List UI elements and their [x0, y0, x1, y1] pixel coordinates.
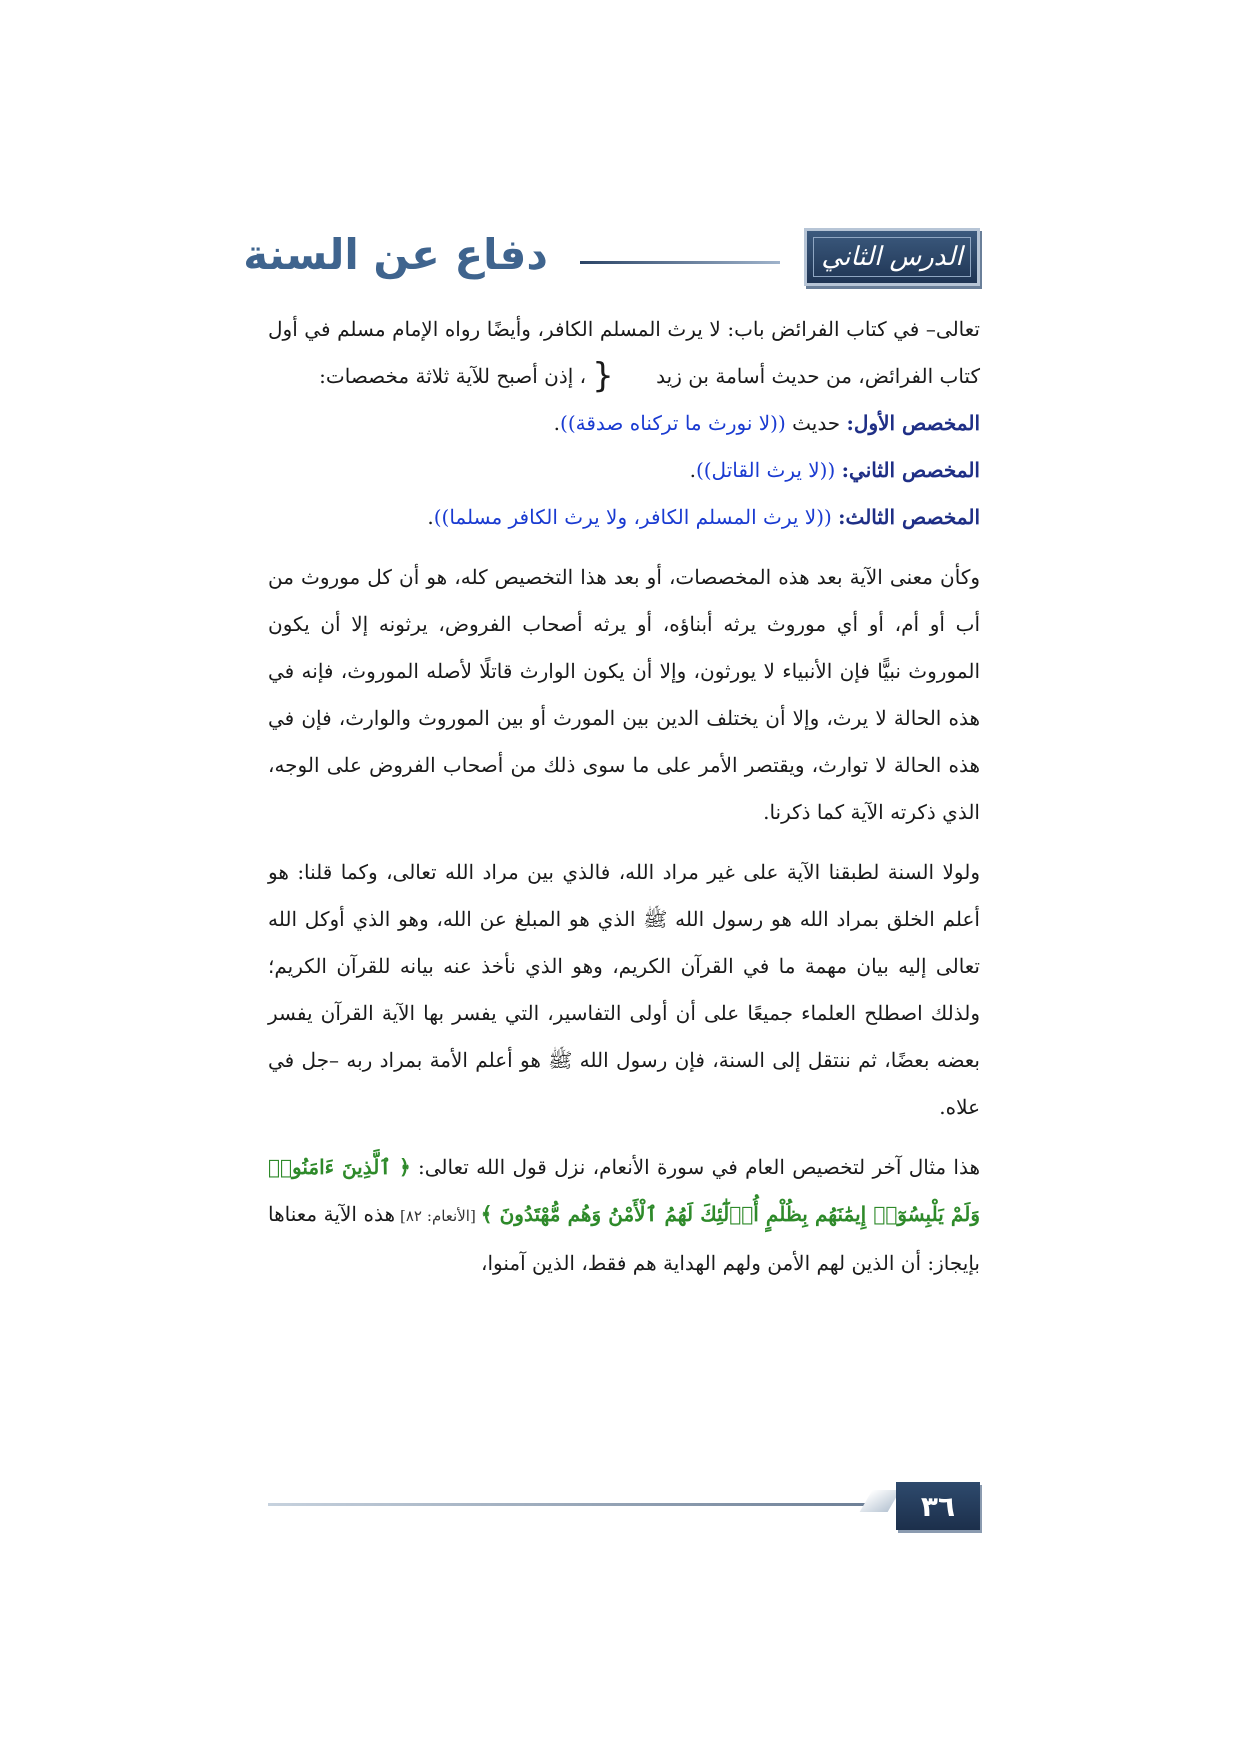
takhsis-suffix: . — [427, 505, 434, 529]
book-title: دفاع عن السنة — [243, 230, 548, 279]
header-divider — [580, 261, 780, 264]
takhsis-suffix: . — [689, 458, 696, 482]
brace-mark: { — [592, 356, 614, 396]
example-rest: هذه الآية معناها بإيجاز: أن الذين لهم الأمن ولهم الهداية هم فقط، الذين آمنوا، — [268, 1202, 980, 1275]
paragraph-intro — [268, 306, 980, 400]
page-body — [268, 306, 980, 1287]
page-footer — [268, 1482, 980, 1532]
quran-verse: ﴿ ٱلَّذِينَ ءَامَنُوا۟ وَلَمْ يَلْبِسُوٓا۟ إِيمَٰنَهُم بِظُلْمٍ أُو۟لَٰٓئِكَ لَهُمُ ٱلْأَمْنُ وَهُم مُّهْتَدُونَ ﴾ — [268, 1155, 980, 1226]
takhsis-suffix: . — [553, 411, 561, 435]
page-number-badge — [896, 1482, 980, 1530]
page-number: ٣٦ — [920, 1489, 956, 1523]
paragraph-meaning: وكأن معنى الآية بعد هذه المخصصات، أو بعد هذا التخصيص كله، هو أن كل موروث من أب أو أم، أو أي موروث يرثه أبناؤه، أو يرثه أصحاب الفروض، يرثونه إلا أن يكون الموروث نبيًّا فإن الأنبياء لا يورثون، وإلا أن يكون الوارث قاتلًا لأصله الموروث، فإنه في هذه الحالة لا يرث، وإلا أن يختلف الدين بين المورث أو بين الموروث والوارث، فإن في هذه الحالة لا توارث، ويقتصر الأمر على ما سوى ذلك من أصحاب الفروض على الوجه، الذي ذكرته الآية كما ذكرنا. — [268, 565, 980, 824]
takhsis-prefix: حديث — [785, 411, 847, 435]
lesson-label: الدرس الثاني — [821, 242, 963, 272]
example-intro: هذا مثال آخر لتخصيص العام في سورة الأنعام، نزل قول الله تعالى: — [410, 1155, 980, 1179]
takhsis-first — [268, 400, 980, 447]
intro-text-end: ، إذن أصبح للآية ثلاثة مخصصات: — [319, 364, 587, 388]
hadith-text: ((لا يرث المسلم الكافر، ولا يرث الكافر مسلما)) — [433, 505, 832, 529]
page-header — [243, 228, 980, 290]
lesson-badge — [804, 228, 980, 286]
footer-divider — [268, 1503, 870, 1506]
takhsis-third — [268, 494, 980, 541]
takhsis-label: المخصص الثالث: — [838, 505, 980, 529]
hadith-text: ((لا يرث القاتل)) — [695, 458, 836, 482]
intro-text: تعالى– في كتاب الفرائض باب: لا يرث المسلم الكافر، وأيضًا رواه الإمام مسلم في أول كتاب الفرائض، من حديث أسامة بن زيد — [268, 317, 980, 388]
takhsis-second — [268, 447, 980, 494]
ayah-reference: [الأنعام: ٨٢] — [395, 1207, 481, 1225]
hadith-text: ((لا نورث ما تركناه صدقة)) — [560, 411, 786, 435]
paragraph-sunnah: ولولا السنة لطبقنا الآية على غير مراد الله، فالذي بين مراد الله تعالى، وكما قلنا: هو أعلم الخلق بمراد الله هو رسول الله ﷺ الذي هو المبلغ عن الله، وهو الذي أوكل الله تعالى إليه بيان مهمة ما في القرآن الكريم، وهو الذي نأخذ عنه بيانه للقرآن الكريم؛ ولذلك اصطلح العلماء جميعًا على أن أولى التفاسير، التي يفسر بها الآية القرآن يفسر بعضه بعضًا، ثم ننتقل إلى السنة، فإن رسول الله ﷺ هو أعلم الأمة بمراد ربه –جل في علاه. — [268, 860, 981, 1119]
footer-divider-accent — [860, 1490, 901, 1512]
takhsis-label: المخصص الأول: — [846, 411, 980, 435]
lesson-badge-frame — [813, 237, 971, 277]
paragraph-example — [268, 1144, 980, 1287]
takhsis-label: المخصص الثاني: — [841, 458, 980, 482]
